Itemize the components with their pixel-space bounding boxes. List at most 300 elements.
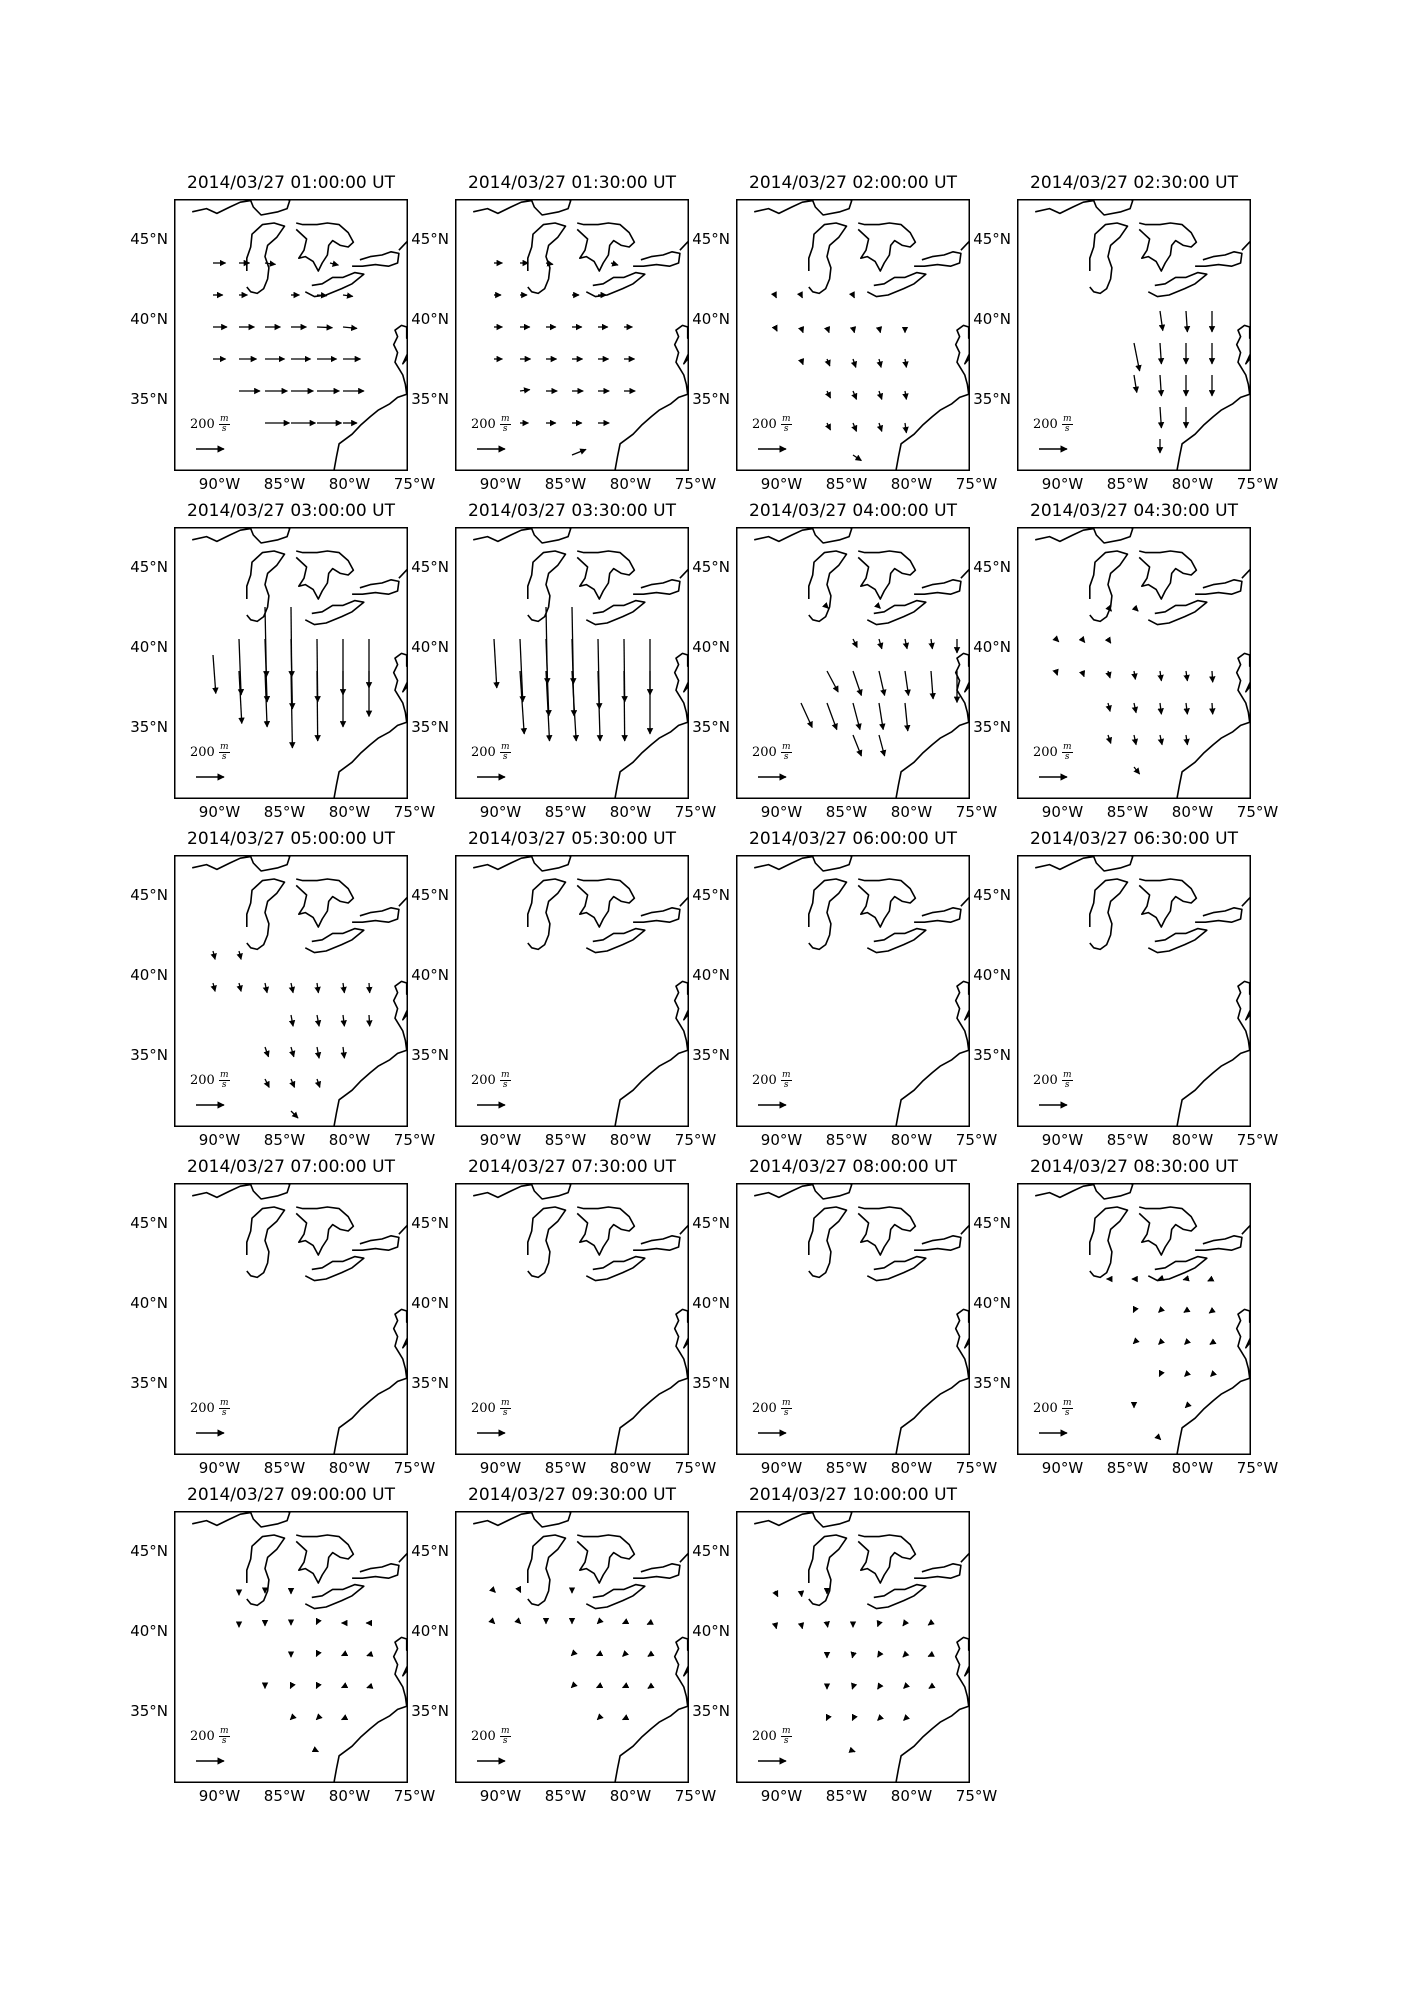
lon-tick-label: 85°W (544, 1787, 587, 1805)
velocity-vector (1133, 1343, 1134, 1344)
velocity-vector (853, 735, 861, 756)
scale-value: 200 (190, 417, 219, 432)
scale-unit: $\frac{m}{s}$ (781, 1070, 791, 1090)
velocity-vector (1108, 735, 1111, 743)
lat-tick-label: 40°N (411, 966, 449, 984)
lon-tick-label: 90°W (760, 803, 803, 821)
coastline (615, 1297, 689, 1455)
velocity-vector (546, 263, 553, 264)
velocity-vector (1183, 1279, 1186, 1280)
velocity-vector (317, 671, 318, 741)
velocity-vector (853, 391, 857, 399)
velocity-vector (623, 1687, 624, 1688)
velocity-vector (316, 1655, 317, 1656)
velocity-vector (905, 423, 906, 433)
lon-tick-label: 90°W (479, 803, 522, 821)
lon-tick-label: 90°W (760, 1787, 803, 1805)
coastline (1139, 551, 1196, 599)
panel-title: 2014/03/27 03:30:00 UT (468, 501, 676, 521)
lat-tick-label: 35°N (130, 718, 168, 736)
lat-tick-label: 40°N (130, 966, 168, 984)
lat-tick-label: 45°N (692, 1214, 730, 1232)
lon-tick-label: 80°W (328, 1459, 371, 1477)
lon-tick-label: 90°W (198, 1459, 241, 1477)
lon-tick-label: 85°W (1106, 1459, 1149, 1477)
scale-label (190, 415, 230, 434)
velocity-vector (928, 1655, 931, 1656)
scale-value: 200 (1033, 1073, 1062, 1088)
lon-tick-label: 85°W (544, 803, 587, 821)
velocity-vector (801, 1591, 802, 1597)
lon-tick-label: 75°W (955, 803, 998, 821)
coastline (528, 1207, 566, 1277)
coastline (247, 1207, 285, 1277)
panel-title: 2014/03/27 10:00:00 UT (749, 1485, 957, 1505)
coastline (896, 969, 970, 1127)
coastline (615, 641, 689, 799)
coastline (1177, 969, 1251, 1127)
velocity-vector (879, 423, 882, 431)
coastline (633, 580, 680, 594)
coastline (296, 551, 353, 599)
velocity-vector (572, 449, 586, 455)
scale-label (752, 743, 792, 762)
coastline (296, 879, 353, 927)
coastline (633, 252, 680, 266)
coastline (1148, 1257, 1207, 1281)
velocity-vector (878, 1655, 879, 1657)
velocity-vector (879, 639, 882, 649)
coastline (296, 1535, 353, 1583)
coastline (754, 1511, 852, 1527)
scale-value: 200 (190, 1401, 219, 1416)
scale-label (190, 743, 230, 762)
velocity-vector (853, 703, 860, 730)
velocity-vector (827, 359, 830, 366)
velocity-vector (623, 1719, 624, 1720)
coastline (633, 908, 680, 922)
panel-title: 2014/03/27 08:30:00 UT (1030, 1157, 1238, 1177)
velocity-vector (317, 1751, 318, 1752)
lat-tick-label: 40°N (692, 1294, 730, 1312)
panel-title: 2014/03/27 02:30:00 UT (1030, 173, 1238, 193)
lon-tick-label: 90°W (1041, 475, 1084, 493)
velocity-vector (1186, 735, 1187, 745)
lat-tick-label: 35°N (692, 1702, 730, 1720)
velocity-vector (853, 1751, 855, 1752)
scale-label (752, 415, 792, 434)
coastline (586, 1585, 645, 1609)
lon-tick-label: 90°W (1041, 1131, 1084, 1149)
lat-tick-label: 40°N (973, 638, 1011, 656)
velocity-vector (571, 1655, 572, 1656)
lat-tick-label: 35°N (692, 390, 730, 408)
lat-tick-label: 40°N (692, 966, 730, 984)
velocity-vector (520, 1591, 521, 1592)
velocity-vector (852, 1719, 853, 1720)
lon-tick-label: 80°W (609, 1459, 652, 1477)
velocity-vector (1211, 1375, 1212, 1376)
scale-unit: $\frac{m}{s}$ (500, 1398, 510, 1418)
scale-label (190, 1727, 230, 1746)
lat-tick-label: 45°N (692, 558, 730, 576)
scale-unit: $\frac{m}{s}$ (500, 1726, 510, 1746)
velocity-vector (291, 1079, 295, 1087)
velocity-vector (611, 263, 618, 265)
velocity-vector (879, 607, 880, 608)
coastline (867, 1257, 926, 1281)
scale-unit: $\frac{m}{s}$ (219, 742, 229, 762)
coastline (754, 199, 852, 215)
velocity-vector (1160, 1439, 1161, 1440)
coastline (305, 601, 364, 625)
velocity-vector (597, 1655, 598, 1656)
lon-tick-label: 85°W (263, 1131, 306, 1149)
lat-tick-label: 40°N (973, 1294, 1011, 1312)
velocity-vector (1108, 703, 1110, 711)
panel-title: 2014/03/27 01:30:00 UT (468, 173, 676, 193)
velocity-vector (494, 639, 497, 688)
scale-value: 200 (471, 1729, 500, 1744)
coastline (867, 1585, 926, 1609)
coastline (473, 527, 571, 543)
lat-tick-label: 35°N (692, 1374, 730, 1392)
scale-unit: $\frac{m}{s}$ (219, 1726, 229, 1746)
coastline (577, 879, 634, 927)
coastline (1035, 527, 1133, 543)
velocity-vector (929, 1687, 931, 1688)
coastline (296, 223, 353, 271)
velocity-vector (826, 1719, 827, 1720)
velocity-vector (291, 1015, 293, 1026)
coastline (586, 601, 645, 625)
coastline (858, 223, 915, 271)
scale-value: 200 (752, 745, 781, 760)
lon-tick-label: 85°W (1106, 1131, 1149, 1149)
velocity-vector (879, 671, 885, 696)
scale-value: 200 (471, 745, 500, 760)
lat-tick-label: 40°N (411, 310, 449, 328)
velocity-vector (879, 735, 885, 756)
velocity-vector (1160, 343, 1161, 364)
lon-tick-label: 85°W (825, 475, 868, 493)
lon-tick-label: 80°W (609, 803, 652, 821)
coastline (809, 1207, 847, 1277)
velocity-vector (369, 1015, 370, 1026)
lon-tick-label: 90°W (760, 475, 803, 493)
lat-tick-label: 35°N (130, 1046, 168, 1064)
coastline (1195, 1236, 1242, 1250)
velocity-vector (928, 1623, 931, 1625)
coastline (914, 908, 961, 922)
velocity-vector (597, 1623, 598, 1624)
velocity-vector (801, 1623, 802, 1629)
coastline (1090, 879, 1128, 949)
coastline (192, 855, 290, 871)
scale-label (752, 1399, 792, 1418)
coastline (192, 199, 290, 215)
coastline (809, 879, 847, 949)
lat-tick-label: 45°N (692, 230, 730, 248)
coastline (809, 551, 847, 621)
coastline (1090, 551, 1128, 621)
velocity-vector (1212, 671, 1213, 682)
scale-value: 200 (471, 417, 500, 432)
velocity-vector (1210, 1343, 1212, 1344)
coastline (914, 1236, 961, 1250)
lat-tick-label: 40°N (130, 310, 168, 328)
coastline (192, 527, 290, 543)
lat-tick-label: 45°N (130, 886, 168, 904)
lon-tick-label: 75°W (393, 1787, 436, 1805)
lat-tick-label: 45°N (130, 1214, 168, 1232)
lon-tick-label: 75°W (674, 1787, 717, 1805)
scale-value: 200 (471, 1401, 500, 1416)
velocity-vector (801, 327, 803, 333)
scale-unit: $\frac{m}{s}$ (1062, 414, 1072, 434)
velocity-vector (801, 295, 802, 298)
lon-tick-label: 85°W (263, 803, 306, 821)
velocity-vector (801, 703, 812, 728)
coastline (896, 313, 970, 471)
velocity-vector (624, 671, 625, 741)
velocity-vector (648, 1687, 650, 1688)
coastline (633, 1564, 680, 1578)
velocity-vector (827, 671, 838, 692)
velocity-vector (853, 423, 857, 431)
velocity-vector (1056, 671, 1057, 675)
coastline (1177, 1297, 1251, 1455)
coastline (914, 580, 961, 594)
coastline (1177, 641, 1251, 799)
velocity-vector (827, 607, 828, 608)
velocity-vector (1134, 375, 1137, 393)
lat-tick-label: 45°N (973, 558, 1011, 576)
coastline (352, 252, 399, 266)
lon-tick-label: 85°W (263, 475, 306, 493)
coastline (334, 313, 408, 471)
velocity-vector (1134, 767, 1140, 774)
lat-tick-label: 45°N (411, 1214, 449, 1232)
scale-label (471, 743, 511, 762)
velocity-vector (1159, 1343, 1160, 1344)
panel-title: 2014/03/27 03:00:00 UT (187, 501, 395, 521)
scale-value: 200 (471, 1073, 500, 1088)
coastline (305, 929, 364, 953)
coastline (305, 1585, 364, 1609)
coastline (473, 1183, 571, 1199)
coastline (528, 879, 566, 949)
lat-tick-label: 40°N (692, 310, 730, 328)
scale-label (1033, 1399, 1073, 1418)
lon-tick-label: 75°W (955, 475, 998, 493)
scale-label (752, 1071, 792, 1090)
lon-tick-label: 85°W (825, 1787, 868, 1805)
velocity-vector (239, 951, 241, 959)
coastline (1139, 223, 1196, 271)
velocity-vector (1159, 1375, 1160, 1376)
panel-title: 2014/03/27 05:30:00 UT (468, 829, 676, 849)
velocity-vector (290, 1719, 291, 1720)
velocity-vector (1209, 1311, 1212, 1313)
coastline (586, 929, 645, 953)
lat-tick-label: 45°N (411, 1542, 449, 1560)
lat-tick-label: 35°N (130, 1374, 168, 1392)
coastline (577, 1207, 634, 1255)
coastline (914, 252, 961, 266)
velocity-vector (623, 1655, 624, 1656)
velocity-vector (1082, 671, 1084, 677)
velocity-vector (265, 263, 276, 264)
velocity-vector (931, 671, 933, 699)
velocity-vector (520, 1623, 521, 1624)
coastline (1090, 1207, 1128, 1277)
scale-unit: $\frac{m}{s}$ (219, 1070, 229, 1090)
velocity-vector (367, 1687, 369, 1688)
scale-label (190, 1399, 230, 1418)
coastline (867, 601, 926, 625)
lon-tick-label: 85°W (825, 1459, 868, 1477)
velocity-vector (317, 983, 318, 993)
coastline (1148, 273, 1207, 297)
velocity-vector (827, 423, 831, 430)
scale-unit: $\frac{m}{s}$ (500, 1070, 510, 1090)
lon-tick-label: 75°W (393, 1131, 436, 1149)
lon-tick-label: 90°W (198, 1131, 241, 1149)
lon-tick-label: 85°W (263, 1459, 306, 1477)
velocity-vector (623, 1623, 624, 1624)
lon-tick-label: 75°W (393, 1459, 436, 1477)
velocity-vector (879, 359, 881, 367)
coastline (247, 1535, 285, 1605)
lat-tick-label: 45°N (411, 886, 449, 904)
coastline (754, 1183, 852, 1199)
scale-label (1033, 743, 1073, 762)
velocity-vector (265, 1079, 269, 1087)
coastline (1195, 580, 1242, 594)
lon-tick-label: 80°W (1171, 803, 1214, 821)
lon-tick-label: 85°W (544, 475, 587, 493)
velocity-vector (1160, 703, 1161, 714)
lon-tick-label: 90°W (1041, 803, 1084, 821)
velocity-vector (903, 1655, 905, 1657)
lat-tick-label: 35°N (973, 1046, 1011, 1064)
panel-title: 2014/03/27 04:00:00 UT (749, 501, 957, 521)
lat-tick-label: 45°N (411, 230, 449, 248)
coastline (914, 1564, 961, 1578)
lon-tick-label: 75°W (393, 803, 436, 821)
lon-tick-label: 85°W (263, 1787, 306, 1805)
velocity-vector (1184, 1311, 1186, 1312)
velocity-vector (316, 1623, 317, 1624)
velocity-vector (1160, 375, 1161, 396)
velocity-vector (1160, 311, 1163, 331)
velocity-vector (1185, 1375, 1186, 1376)
lon-tick-label: 80°W (328, 803, 371, 821)
velocity-vector (853, 295, 854, 298)
lat-tick-label: 35°N (973, 718, 1011, 736)
scale-unit: $\frac{m}{s}$ (781, 742, 791, 762)
lon-tick-label: 85°W (1106, 803, 1149, 821)
coastline (1139, 1207, 1196, 1255)
coastline (809, 223, 847, 293)
velocity-vector (905, 359, 906, 367)
velocity-vector (317, 1079, 320, 1087)
velocity-vector (879, 327, 880, 333)
velocity-vector (853, 671, 861, 696)
coastline (858, 879, 915, 927)
velocity-vector (905, 703, 908, 731)
velocity-vector (291, 983, 293, 993)
coastline (615, 1625, 689, 1783)
scale-unit: $\frac{m}{s}$ (781, 1726, 791, 1746)
velocity-vector (775, 1591, 778, 1597)
velocity-vector (1208, 1279, 1212, 1281)
lon-tick-label: 80°W (890, 1787, 933, 1805)
velocity-vector (827, 327, 829, 333)
scale-unit: $\frac{m}{s}$ (781, 1398, 791, 1418)
lon-tick-label: 80°W (328, 1131, 371, 1149)
velocity-vector (827, 703, 837, 730)
lon-tick-label: 75°W (1236, 1459, 1279, 1477)
velocity-vector (853, 639, 857, 647)
lon-tick-label: 80°W (609, 1131, 652, 1149)
velocity-vector (1134, 671, 1135, 679)
lat-tick-label: 35°N (411, 1374, 449, 1392)
velocity-vector (265, 983, 267, 993)
coastline (867, 273, 926, 297)
lon-tick-label: 75°W (674, 803, 717, 821)
coastline (577, 551, 634, 599)
scale-label (1033, 415, 1073, 434)
scale-unit: $\frac{m}{s}$ (500, 742, 510, 762)
coastline (1195, 908, 1242, 922)
panel-title: 2014/03/27 07:30:00 UT (468, 1157, 676, 1177)
scale-value: 200 (752, 1729, 781, 1744)
lon-tick-label: 80°W (328, 1787, 371, 1805)
scale-value: 200 (752, 417, 781, 432)
panel-title: 2014/03/27 06:30:00 UT (1030, 829, 1238, 849)
lon-tick-label: 80°W (1171, 1459, 1214, 1477)
scale-label (1033, 1071, 1073, 1090)
coastline (192, 1183, 290, 1199)
panel-title: 2014/03/27 06:00:00 UT (749, 829, 957, 849)
velocity-vector (316, 1687, 317, 1688)
panel-title: 2014/03/27 07:00:00 UT (187, 1157, 395, 1177)
lon-tick-label: 80°W (609, 475, 652, 493)
velocity-vector (290, 1687, 291, 1688)
velocity-vector (931, 639, 932, 649)
velocity-vector (878, 1719, 879, 1720)
lon-tick-label: 80°W (890, 1131, 933, 1149)
coastline (352, 908, 399, 922)
lat-tick-label: 45°N (692, 1542, 730, 1560)
velocity-vector (853, 455, 861, 461)
coastline (633, 1236, 680, 1250)
lon-tick-label: 75°W (1236, 475, 1279, 493)
velocity-vector (213, 951, 215, 959)
scale-label (471, 1399, 511, 1418)
velocity-vector (801, 359, 803, 365)
lon-tick-label: 90°W (479, 475, 522, 493)
lat-tick-label: 45°N (692, 886, 730, 904)
lat-tick-label: 45°N (973, 1214, 1011, 1232)
coastline (754, 527, 852, 543)
velocity-vector (572, 671, 576, 741)
velocity-vector (904, 1687, 905, 1688)
lat-tick-label: 45°N (973, 886, 1011, 904)
velocity-vector (1186, 311, 1187, 332)
